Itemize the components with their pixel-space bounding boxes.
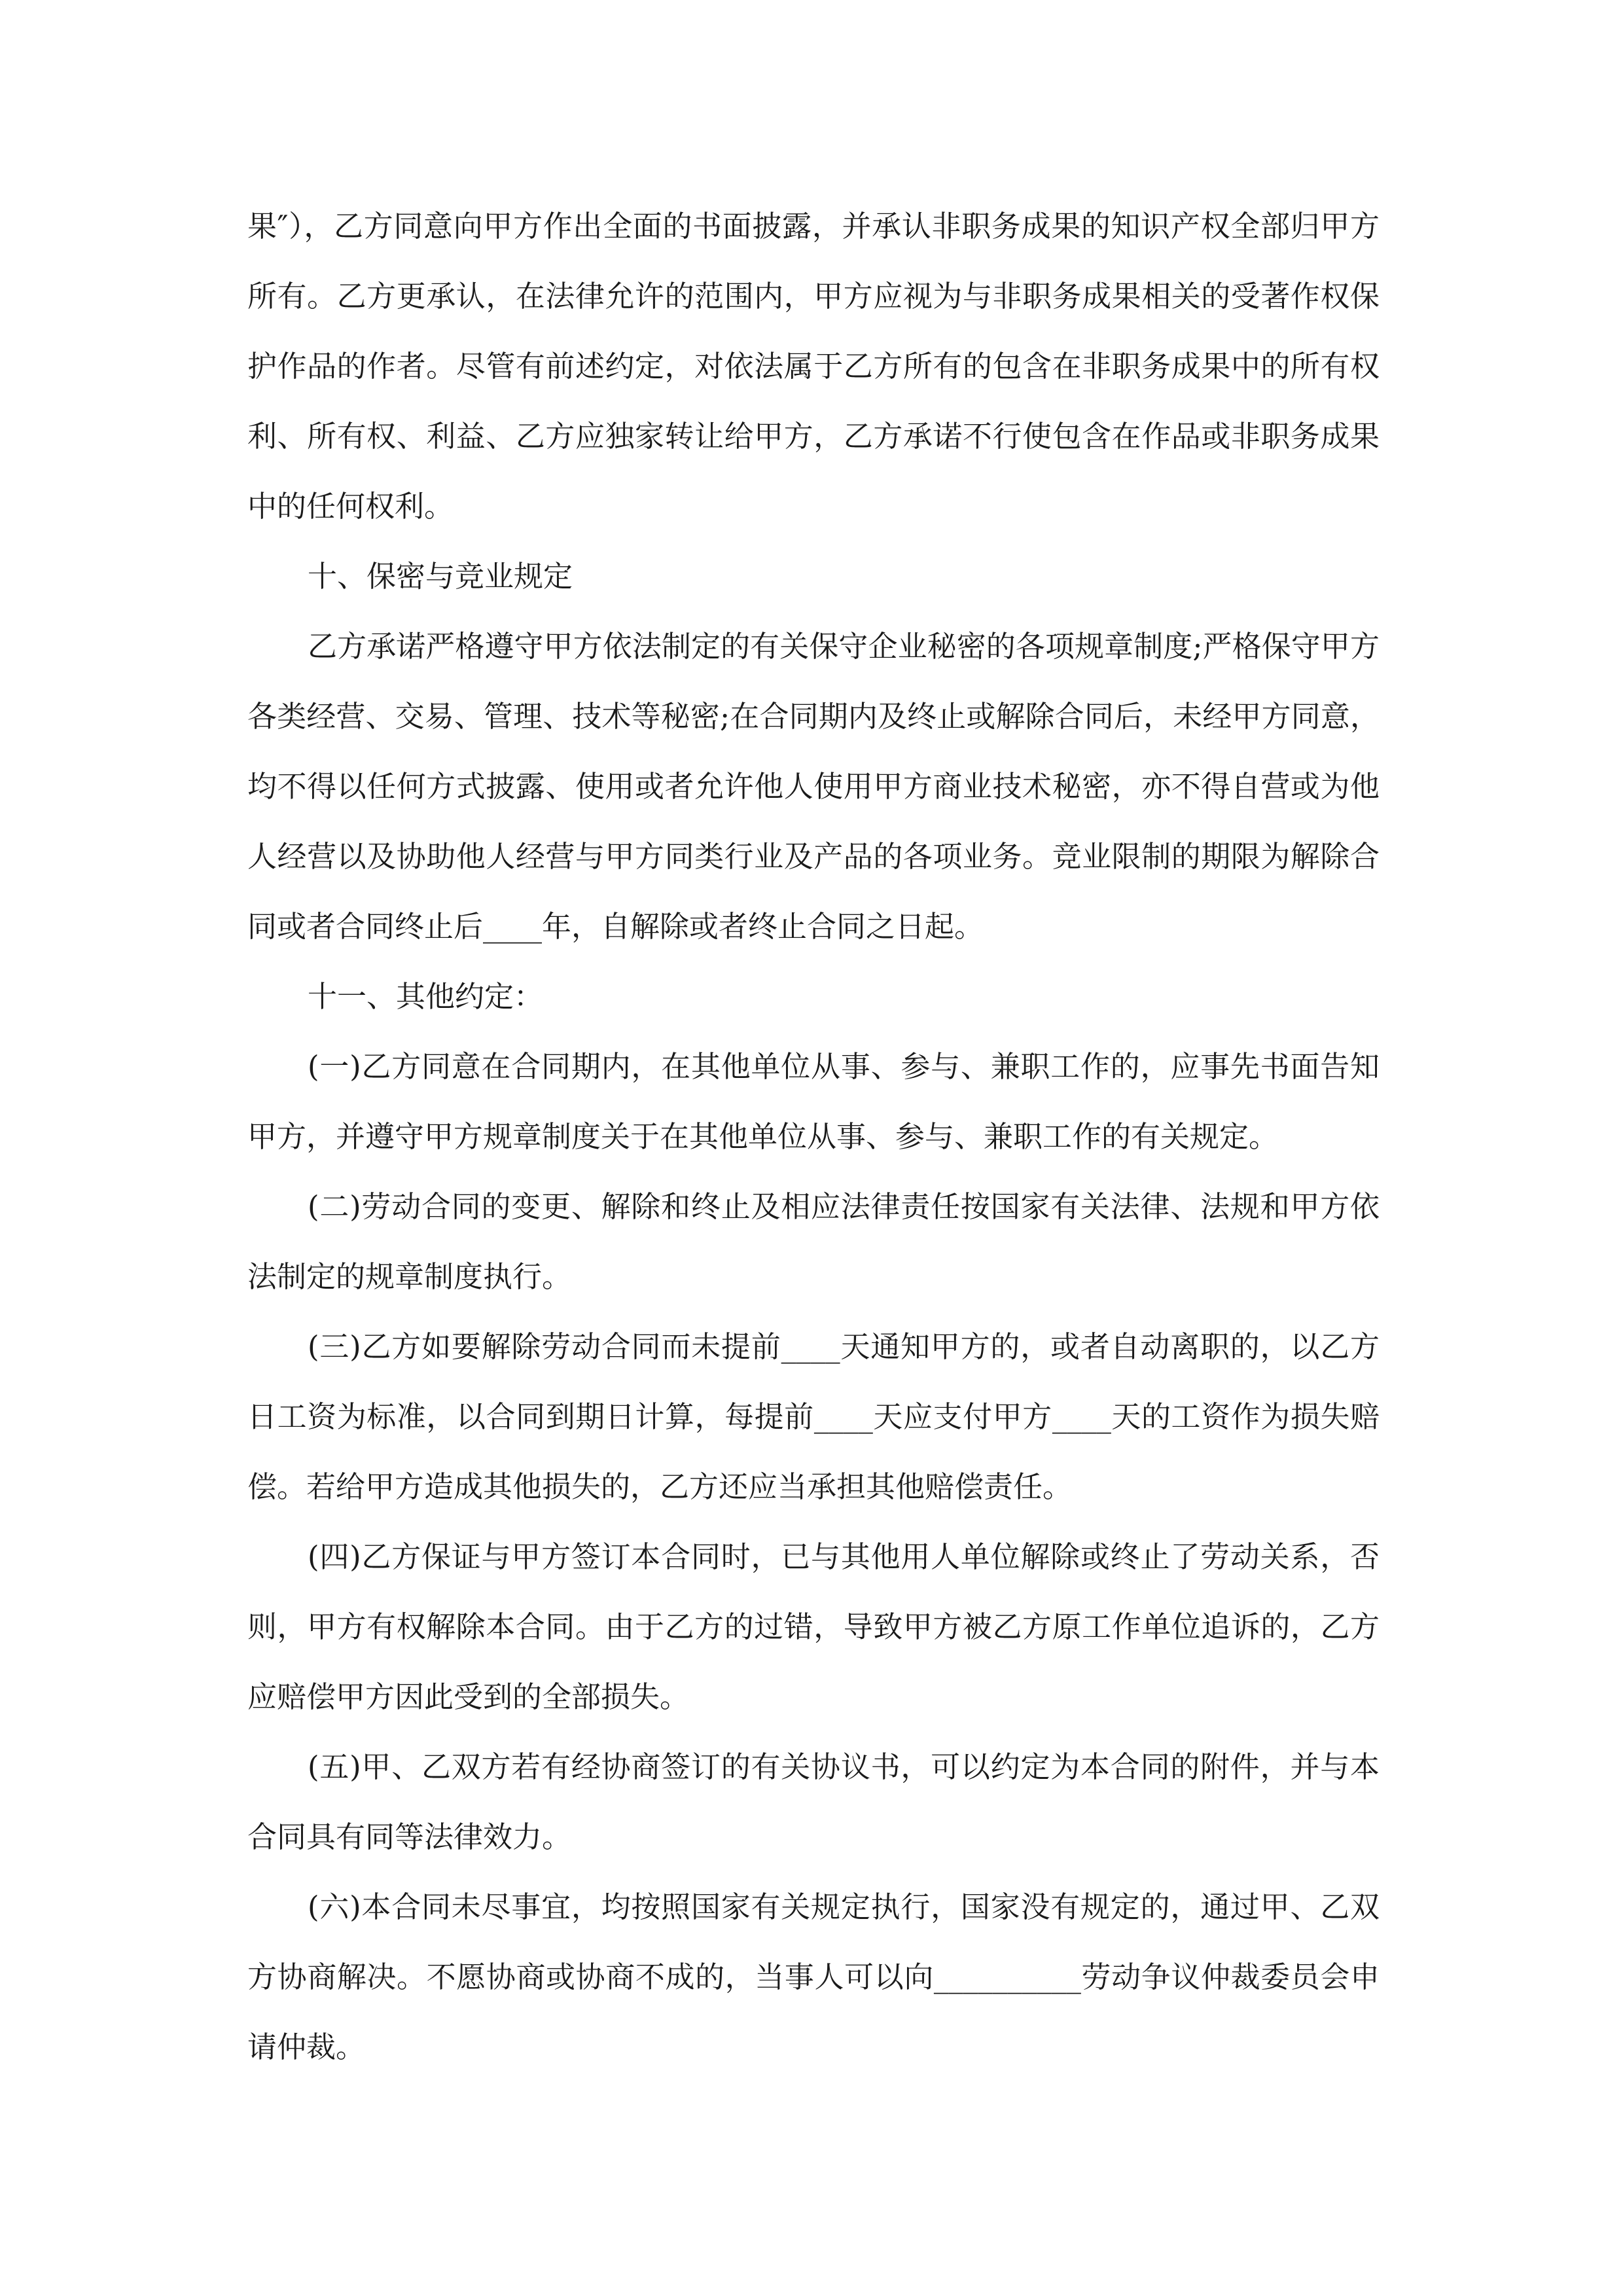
- paragraph-confidentiality: 乙方承诺严格遵守甲方依法制定的有关保守企业秘密的各项规章制度;严格保守甲方各类经营、交易、管理、技术等秘密;在合同期内及终止或解除合同后，未经甲方同意，均不得以任何方式披露、使用或者允许他人使用甲方商业技术秘密，亦不得自营或为他人经营以及协助他人经营与甲方同类行业及产品的各项业务。竞业限制的期限为解除合同或者合同终止后____年，自解除或者终止合同之日起。: [247, 629, 1380, 944]
- section-heading-other-terms: 十一、其他约定：: [308, 979, 544, 1014]
- clause-4: (四)乙方保证与甲方签订本合同时，已与其他用人单位解除或终止了劳动关系，否则，甲方有权解除本合同。由于乙方的过错，导致甲方被乙方原工作单位追诉的，乙方应赔偿甲方因此受到的全部损失。: [247, 1539, 1380, 1714]
- paragraph-continuation: 果″），乙方同意向甲方作出全面的书面披露，并承认非职务成果的知识产权全部归甲方所有。乙方更承认，在法律允许的范围内，甲方应视为与非职务成果相关的受著作权保护作品的作者。尽管有前述约定，对依法属于乙方所有的包含在非职务成果中的所有权利、所有权、利益、乙方应独家转让给甲方，乙方承诺不行使包含在作品或非职务成果中的任何权利。: [247, 209, 1380, 524]
- clause-3: (三)乙方如要解除劳动合同而未提前____天通知甲方的，或者自动离职的，以乙方日工资为标准，以合同到期日计算，每提前____天应支付甲方____天的工资作为损失赔偿。若给甲方造成其他损失的，乙方还应当承担其他赔偿责任。: [247, 1329, 1380, 1504]
- clause-2: (二)劳动合同的变更、解除和终止及相应法律责任按国家有关法律、法规和甲方依法制定的规章制度执行。: [247, 1189, 1380, 1294]
- document-body: [247, 191, 1380, 2082]
- clause-1: (一)乙方同意在合同期内，在其他单位从事、参与、兼职工作的，应事先书面告知甲方，并遵守甲方规章制度关于在其他单位从事、参与、兼职工作的有关规定。: [247, 1049, 1380, 1154]
- clause-5: (五)甲、乙双方若有经协商签订的有关协议书，可以约定为本合同的附件，并与本合同具有同等法律效力。: [247, 1749, 1380, 1854]
- section-heading-confidentiality: 十、保密与竞业规定: [308, 559, 573, 594]
- clause-6: (六)本合同未尽事宜，均按照国家有关规定执行，国家没有规定的，通过甲、乙双方协商解决。不愿协商或协商不成的，当事人可以向__________劳动争议仲裁委员会申请仲裁。: [247, 1890, 1380, 2064]
